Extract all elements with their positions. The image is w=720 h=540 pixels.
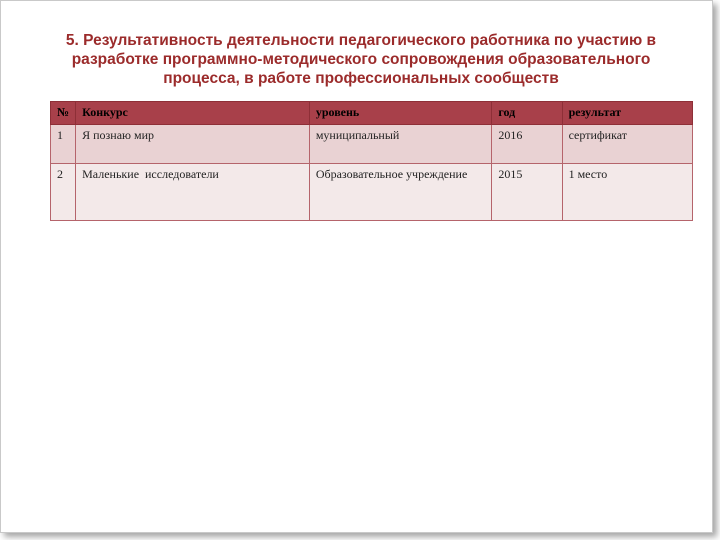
cell-result: 1 место bbox=[562, 164, 692, 221]
cell-level: муниципальный bbox=[309, 125, 492, 164]
header-contest: Конкурс bbox=[76, 102, 310, 125]
header-number: № bbox=[51, 102, 76, 125]
table-row bbox=[51, 164, 693, 221]
cell-year: 2015 bbox=[492, 164, 562, 221]
header-result: результат bbox=[562, 102, 692, 125]
cell-year: 2016 bbox=[492, 125, 562, 164]
header-year: год bbox=[492, 102, 562, 125]
results-table bbox=[50, 101, 693, 221]
slide-title: 5. Результативность деятельности педагогического работника по участию в разработке программно-методического сопровождения образовательного процесса, в работе профессиональных сообществ bbox=[65, 32, 657, 87]
table-row bbox=[51, 125, 693, 164]
table-header-row bbox=[51, 102, 693, 125]
cell-number: 2 bbox=[51, 164, 76, 221]
cell-result: сертификат bbox=[562, 125, 692, 164]
cell-number: 1 bbox=[51, 125, 76, 164]
cell-level: Образовательное учреждение bbox=[309, 164, 492, 221]
cell-contest: Маленькие исследователи bbox=[76, 164, 310, 221]
cell-contest: Я познаю мир bbox=[76, 125, 310, 164]
header-level: уровень bbox=[309, 102, 492, 125]
